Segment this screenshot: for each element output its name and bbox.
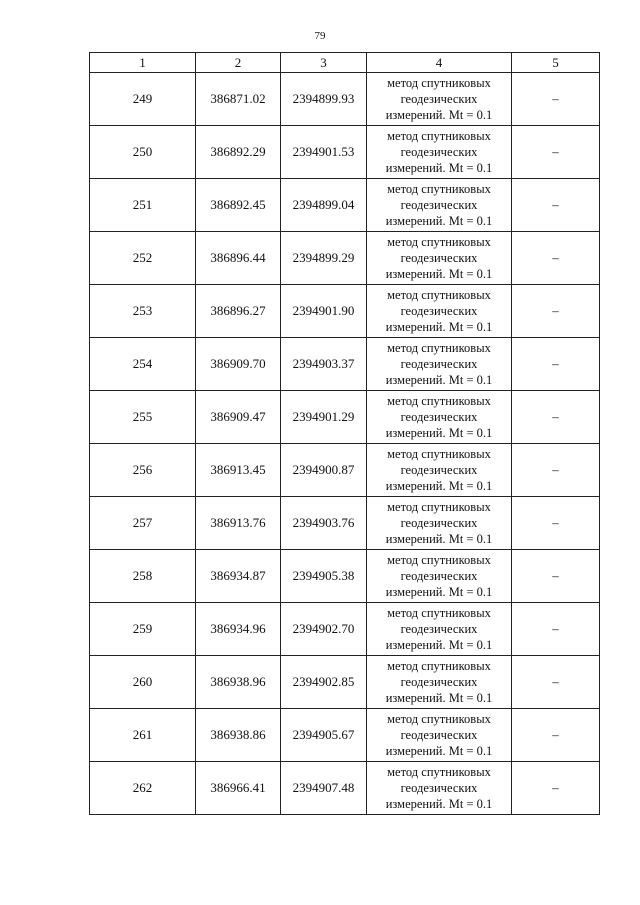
coordinate-y: 2394901.29 xyxy=(281,391,367,444)
method-line: геодезических xyxy=(400,675,478,689)
method-line: геодезических xyxy=(400,304,478,318)
method-line: геодезических xyxy=(400,569,478,583)
table-header xyxy=(90,53,600,73)
method-line: измерений. Mt = 0.1 xyxy=(385,214,493,228)
method-line: геодезических xyxy=(400,728,478,742)
table-row xyxy=(90,709,600,762)
method-description xyxy=(367,762,512,815)
method-description xyxy=(367,232,512,285)
coordinate-y: 2394901.90 xyxy=(281,285,367,338)
table-row xyxy=(90,762,600,815)
method-line: метод спутниковых xyxy=(387,447,491,461)
method-description xyxy=(367,550,512,603)
method-line: метод спутниковых xyxy=(387,712,491,726)
method-line: метод спутниковых xyxy=(387,235,491,249)
table-row xyxy=(90,656,600,709)
method-line: метод спутниковых xyxy=(387,765,491,779)
coordinate-x: 386934.87 xyxy=(196,550,281,603)
point-number: 251 xyxy=(90,179,196,232)
note: – xyxy=(512,709,600,762)
method-description xyxy=(367,656,512,709)
table-row xyxy=(90,73,600,126)
method-description xyxy=(367,391,512,444)
method-line: измерений. Mt = 0.1 xyxy=(385,373,493,387)
method-line: геодезических xyxy=(400,516,478,530)
coordinate-y: 2394902.85 xyxy=(281,656,367,709)
coordinate-x: 386892.45 xyxy=(196,179,281,232)
method-description xyxy=(367,444,512,497)
coordinate-x: 386934.96 xyxy=(196,603,281,656)
point-number: 254 xyxy=(90,338,196,391)
note: – xyxy=(512,126,600,179)
method-description xyxy=(367,338,512,391)
table-row xyxy=(90,232,600,285)
coordinate-x: 386896.27 xyxy=(196,285,281,338)
point-number: 261 xyxy=(90,709,196,762)
coordinate-y: 2394900.87 xyxy=(281,444,367,497)
coordinate-x: 386938.96 xyxy=(196,656,281,709)
method-description xyxy=(367,73,512,126)
table-row xyxy=(90,391,600,444)
point-number: 255 xyxy=(90,391,196,444)
method-line: измерений. Mt = 0.1 xyxy=(385,532,493,546)
method-line: геодезических xyxy=(400,357,478,371)
method-description xyxy=(367,126,512,179)
method-line: измерений. Mt = 0.1 xyxy=(385,426,493,440)
method-description xyxy=(367,285,512,338)
method-line: метод спутниковых xyxy=(387,288,491,302)
note: – xyxy=(512,391,600,444)
coordinate-y: 2394902.70 xyxy=(281,603,367,656)
note: – xyxy=(512,762,600,815)
coordinate-y: 2394901.53 xyxy=(281,126,367,179)
note: – xyxy=(512,550,600,603)
note: – xyxy=(512,285,600,338)
method-line: геодезических xyxy=(400,781,478,795)
coordinate-y: 2394903.37 xyxy=(281,338,367,391)
method-line: измерений. Mt = 0.1 xyxy=(385,744,493,758)
table-body xyxy=(90,73,600,815)
note: – xyxy=(512,497,600,550)
method-line: измерений. Mt = 0.1 xyxy=(385,691,493,705)
coordinate-x: 386913.76 xyxy=(196,497,281,550)
note: – xyxy=(512,179,600,232)
method-line: измерений. Mt = 0.1 xyxy=(385,638,493,652)
header-col-5: 5 xyxy=(512,53,600,73)
coordinate-y: 2394905.38 xyxy=(281,550,367,603)
method-line: метод спутниковых xyxy=(387,341,491,355)
header-col-3: 3 xyxy=(281,53,367,73)
point-number: 252 xyxy=(90,232,196,285)
point-number: 250 xyxy=(90,126,196,179)
note: – xyxy=(512,338,600,391)
method-line: метод спутниковых xyxy=(387,659,491,673)
method-line: измерений. Mt = 0.1 xyxy=(385,267,493,281)
method-line: геодезических xyxy=(400,92,478,106)
method-line: метод спутниковых xyxy=(387,606,491,620)
coordinate-x: 386913.45 xyxy=(196,444,281,497)
point-number: 260 xyxy=(90,656,196,709)
coordinate-y: 2394905.67 xyxy=(281,709,367,762)
method-line: метод спутниковых xyxy=(387,182,491,196)
coordinate-y: 2394903.76 xyxy=(281,497,367,550)
coordinate-x: 386871.02 xyxy=(196,73,281,126)
method-line: измерений. Mt = 0.1 xyxy=(385,108,493,122)
note: – xyxy=(512,603,600,656)
header-row xyxy=(90,53,600,73)
header-col-4: 4 xyxy=(367,53,512,73)
coordinate-y: 2394907.48 xyxy=(281,762,367,815)
method-line: метод спутниковых xyxy=(387,500,491,514)
note: – xyxy=(512,73,600,126)
point-number: 262 xyxy=(90,762,196,815)
coordinate-x: 386909.47 xyxy=(196,391,281,444)
method-line: геодезических xyxy=(400,622,478,636)
table-row xyxy=(90,126,600,179)
table-row xyxy=(90,444,600,497)
method-line: геодезических xyxy=(400,410,478,424)
coordinate-y: 2394899.04 xyxy=(281,179,367,232)
coordinate-x: 386896.44 xyxy=(196,232,281,285)
method-description xyxy=(367,497,512,550)
method-line: геодезических xyxy=(400,463,478,477)
point-number: 249 xyxy=(90,73,196,126)
table-row xyxy=(90,285,600,338)
table-row xyxy=(90,497,600,550)
note: – xyxy=(512,444,600,497)
coordinate-y: 2394899.93 xyxy=(281,73,367,126)
point-number: 259 xyxy=(90,603,196,656)
coordinate-x: 386938.86 xyxy=(196,709,281,762)
point-number: 256 xyxy=(90,444,196,497)
coordinate-x: 386909.70 xyxy=(196,338,281,391)
method-line: геодезических xyxy=(400,251,478,265)
coordinate-y: 2394899.29 xyxy=(281,232,367,285)
method-description xyxy=(367,709,512,762)
method-line: измерений. Mt = 0.1 xyxy=(385,797,493,811)
table-row xyxy=(90,338,600,391)
method-line: метод спутниковых xyxy=(387,76,491,90)
point-number: 253 xyxy=(90,285,196,338)
method-line: измерений. Mt = 0.1 xyxy=(385,161,493,175)
header-col-1: 1 xyxy=(90,53,196,73)
table-row xyxy=(90,550,600,603)
coordinate-x: 386892.29 xyxy=(196,126,281,179)
method-line: метод спутниковых xyxy=(387,129,491,143)
method-line: измерений. Mt = 0.1 xyxy=(385,320,493,334)
method-line: метод спутниковых xyxy=(387,394,491,408)
table-row xyxy=(90,603,600,656)
point-number: 257 xyxy=(90,497,196,550)
method-description xyxy=(367,179,512,232)
coordinate-x: 386966.41 xyxy=(196,762,281,815)
method-description xyxy=(367,603,512,656)
table-row xyxy=(90,179,600,232)
header-col-2: 2 xyxy=(196,53,281,73)
method-line: геодезических xyxy=(400,145,478,159)
note: – xyxy=(512,232,600,285)
method-line: метод спутниковых xyxy=(387,553,491,567)
page-number: 79 xyxy=(314,30,326,42)
method-line: геодезических xyxy=(400,198,478,212)
method-line: измерений. Mt = 0.1 xyxy=(385,585,493,599)
coordinates-table xyxy=(89,52,600,815)
method-line: измерений. Mt = 0.1 xyxy=(385,479,493,493)
note: – xyxy=(512,656,600,709)
point-number: 258 xyxy=(90,550,196,603)
